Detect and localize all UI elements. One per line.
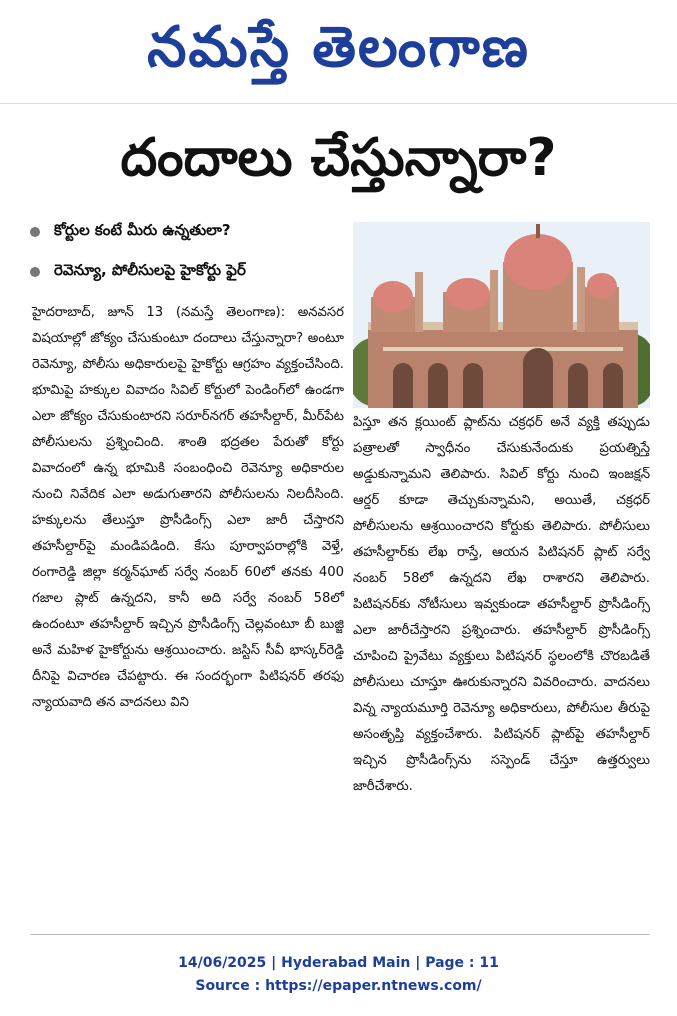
court-building-icon xyxy=(353,222,650,408)
article-text: హైదరాబాద్, జూన్ 13 (నమస్తే తెలంగాణ): అనవసర విషయాల్లో జోక్యం చేసుకుంటూ దందాలు చేస్తున్నారా? అంటూ రెవెన్యూ, పోలీసు అధికారులపై హైకోర్టు ఆగ్రహం వ్యక్తంచేసింది. భూమిపై హక్కుల వివాదం సివిల్ కోర్టులో పెండింగ్‌లో ఉండగా ఎలా జోక్యం చేసుకుంటారని సరూర్‌నగర్ తహసీల్దార్, మీర్‌పేట పోలీసులను ప్రశ్నించింది. శాంతి భద్రతల పేరుతో కోర్టు వివాదంలో ఉన్న భూమికి సంబంధించి రెవెన్యూ అధికారుల నుంచి నివేదిక ఎలా అడుగుతారని పోలీసులను నిలదీసింది. హక్కులను తేలుస్తూ ప్రొసీడింగ్స్ ఎలా జారీ చేస్తారని తహసీల్దార్‌పై మండిపడింది. కేసు పూర్వాపరాల్లోకి వెళ్తే, రంగారెడ్డి జిల్లా కర్మన్‌ఘాట్ సర్వే నంబర్ 60లో తనకు 400 గజాల ప్లాట్ ఉన్నదని, కానీ అది సర్వే నంబర్ 58లో ఉందంటూ తహసీల్దార్ ఇచ్చిన ప్రొసీడింగ్స్ చెల్లవంటూ బీ బుజ్జి అనే మహిళ హైకోర్టును ఆశ్రయించారు. జస్టిస్ సీవీ భాస్కర్‌రెడ్డి దీనిపై విచారణ చేపట్టారు. ఈ సందర్భంగా పిటిషనర్ తరఫు న్యాయవాది తన వాదనలు విని xyxy=(32,305,344,710)
footer-edition-info: 14/06/2025 | Hyderabad Main | Page : 11 xyxy=(178,955,499,971)
bottom-divider xyxy=(30,934,650,935)
headline: దందాలు చేస్తున్నారా? xyxy=(120,128,557,188)
footer-source[interactable]: Source : https://epaper.ntnews.com/ xyxy=(195,978,482,994)
high-court-building-photo xyxy=(353,222,650,408)
bullet-icon xyxy=(30,227,40,237)
subheadline-text: కోర్టుల కంటే మీరు ఉన్నతులా? xyxy=(54,221,231,239)
subheadline-item xyxy=(30,212,350,252)
masthead-title: నమస్తే తెలంగాణ xyxy=(147,15,530,80)
subheadline-text: రెవెన్యూ, పోలీసులపై హైకోర్టు ఫైర్ xyxy=(54,261,246,279)
subheadline-list xyxy=(30,212,350,292)
article-column-1 xyxy=(32,300,344,925)
masthead xyxy=(0,8,677,88)
article-text: పిస్తూ తన క్లయింట్ ప్లాట్‌ను చక్రధర్ అనే వ్యక్తి తప్పుడు పత్రాలతో స్వాధీనం చేసుకునేందుకు ప్రయత్నిస్తే అడ్డుకున్నామని తెలిపారు. సివిల్ కోర్టు నుంచి ఇంజక్షన్ ఆర్డర్ కూడా తెచ్చుకున్నామని, అయితే, చక్రధర్ పోలీసులను ఆశ్రయించారని కోర్టుకు తెలిపారు. పోలీసులు తహసీల్దార్‌కు లేఖ రాస్తే, ఆయన పిటిషనర్ ప్లాట్ సర్వే నంబర్ 58లో ఉన్నదని లేఖ రాశారని తెలిపారు. పిటిషనర్‌కు నోటీసులు ఇవ్వకుండా తహసీల్దార్ ప్రొసీడింగ్స్ ఎలా జారీచేస్తారని ప్రశ్నించారు. తహసీల్దార్ ప్రొసీడింగ్స్ చూపించి ప్రైవేటు వ్యక్తులు పిటిషనర్ స్థలంలోకి చొరబడితే పోలీసులు చూస్తూ ఊరుకున్నారని వివరించారు. వాదనలు విన్న న్యాయమూర్తి రెవెన్యూ అధికారులు, పోలీసుల తీరుపై అసంతృప్తి వ్యక్తంచేశారు. పిటిషనర్ ప్లాట్‌పై తహసీల్దార్ ఇచ్చిన ప్రొసీడింగ్స్‌ను సస్పెండ్ చేస్తూ ఉత్తర్వులు జారీచేశారు. xyxy=(353,415,650,794)
top-divider xyxy=(0,103,677,104)
article-column-2 xyxy=(353,410,650,925)
bullet-icon xyxy=(30,267,40,277)
subheadline-item xyxy=(30,252,350,292)
